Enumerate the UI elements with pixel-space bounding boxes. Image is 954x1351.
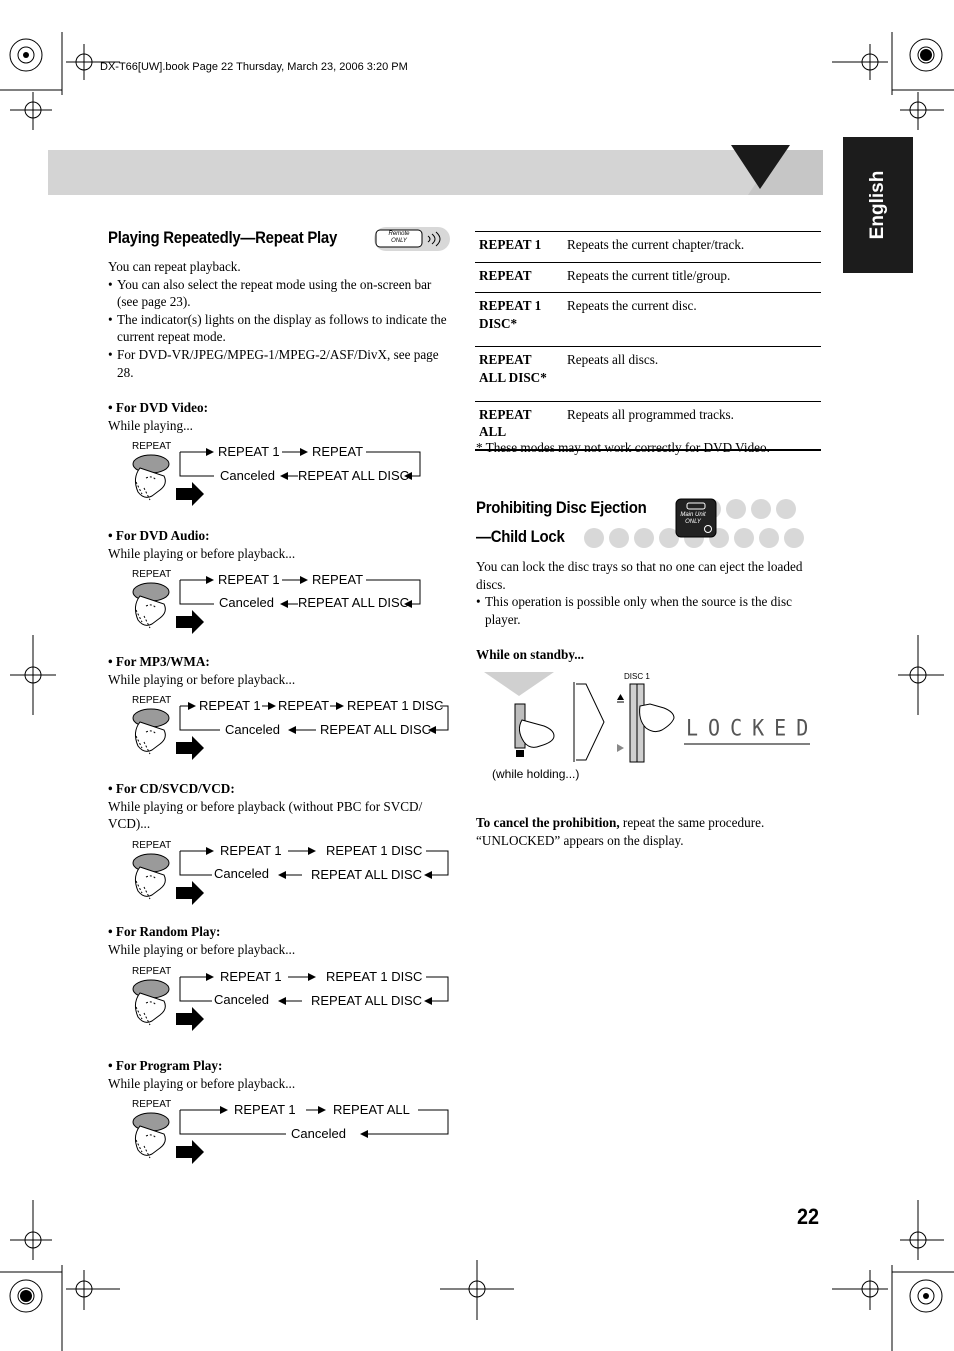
mode-subtitle: While playing or before playback... [108,1075,296,1091]
label-repeat-1: REPEAT 1 [218,572,280,587]
remote-badge-line2: ONLY [391,238,407,244]
child-lock-text [476,558,822,628]
mode-subtitle: While playing or before playback... [108,941,296,957]
header-band [48,145,823,197]
remote-only-badge [374,227,450,256]
repeat-section-title-bar [108,226,453,252]
label-canceled: Canceled [291,1126,346,1141]
repeat-mode-table [475,231,821,451]
mode-subtitle: While playing or before playback (without PBC for SVCD/ VCD)... [108,798,423,832]
table-key: REPEAT 1 [475,232,563,263]
cancel-bold: To cancel the prohibition, [476,815,620,830]
disc-1-label: DISC 1 [624,672,650,681]
label-repeat: REPEAT [278,698,330,713]
table-key: REPEAT ALL [475,401,563,450]
locked-display: LOCKED [686,714,819,742]
mode-dvd-audio-heading [108,527,295,562]
mode-program-heading [108,1057,295,1092]
main-unit-badge-line2: ONLY [685,519,701,525]
mode-title: • For DVD Video: [108,400,208,415]
table-row [475,293,821,347]
label-repeat-1: REPEAT 1 [234,1102,296,1117]
cancel-rest: repeat the same procedure. [619,815,765,830]
table-value: Repeats the current chapter/track. [563,232,821,263]
repeat-bullet: • For DVD-VR/JPEG/MPEG-1/MPEG-2/ASF/DivX, see page 28. [108,346,454,381]
repeat-button-label: REPEAT [132,441,172,452]
label-repeat-all-disc: REPEAT ALL DISC [311,867,423,882]
label-repeat-all-disc: REPEAT ALL DISC [298,595,410,610]
table-row [475,347,821,401]
mode-dvd-video-heading [108,399,208,434]
label-repeat-all-disc: REPEAT ALL DISC [320,722,432,737]
standby-label: While on standby... [476,647,585,662]
label-repeat-all-disc: REPEAT ALL DISC [298,468,410,483]
child-lock-title-line2: —Child Lock [476,525,568,549]
diagram-cd [126,837,456,905]
cancel-line1 [476,814,822,832]
child-lock-title-bar [476,496,822,554]
mode-title: • For Random Play: [108,924,221,939]
child-lock-intro: You can lock the disc trays so that no one can eject the loaded discs. [476,559,803,592]
repeat-bullet: • You can also select the repeat mode using the on-screen bar (see page 23). [108,276,454,311]
table-value: Repeats the current title/group. [563,262,821,293]
table-value: Repeats the current disc. [563,293,821,347]
table-key: REPEAT 1 DISC* [475,293,563,347]
mode-cd-heading [108,780,454,833]
diagram-mp3-wma [126,692,456,760]
label-repeat-1: REPEAT 1 [220,843,282,858]
label-repeat: REPEAT [312,572,364,587]
child-lock-bullet: • This operation is possible only when the source is the disc player. [476,593,822,628]
repeat-intro-block [108,258,454,381]
label-canceled: Canceled [219,595,274,610]
repeat-intro: You can repeat playback. [108,259,241,274]
language-tab-label: English [867,170,888,240]
remote-badge-line1: Remote [388,231,410,237]
table-row [475,262,821,293]
diagram-program [126,1096,456,1164]
label-repeat-1-disc: REPEAT 1 DISC [326,969,423,984]
mode-title: • For CD/SVCD/VCD: [108,781,235,796]
label-canceled: Canceled [214,992,269,1007]
table-key: REPEAT [475,262,563,293]
mode-title: • For MP3/WMA: [108,654,210,669]
mode-title: • For Program Play: [108,1058,223,1073]
main-unit-only-badge [675,498,717,538]
repeat-bullet: • The indicator(s) lights on the display as follows to indicate the current repeat mode. [108,311,454,346]
label-repeat-all: REPEAT ALL [333,1102,410,1117]
table-row [475,232,821,263]
while-holding-label: (while holding...) [492,767,580,781]
repeat-button-label: REPEAT [132,840,172,851]
label-repeat: REPEAT [312,444,364,459]
label-repeat-1-disc: REPEAT 1 DISC [347,698,444,713]
repeat-section-title: Playing Repeatedly—Repeat Play [108,228,338,247]
table-key: REPEAT ALL DISC* [475,347,563,401]
repeat-button-label: REPEAT [132,966,172,977]
repeat-button-label: REPEAT [132,569,172,580]
mode-subtitle: While playing... [108,417,193,433]
repeat-button-label: REPEAT [132,1099,172,1110]
repeat-button-label: REPEAT [132,695,172,706]
file-info: DX-T66[UW].book Page 22 Thursday, March 23, 2006 3:20 PM [100,61,408,73]
label-canceled: Canceled [220,468,275,483]
mode-mp3-wma-heading [108,653,295,688]
mode-random-heading [108,923,295,958]
mode-title: • For DVD Audio: [108,528,210,543]
label-repeat-all-disc: REPEAT ALL DISC [311,993,423,1008]
diagram-dvd-video [126,438,456,506]
table-footnote: * These modes may not work correctly for DVD Video. [476,440,770,455]
child-lock-diagram [476,668,822,786]
diagram-random [126,963,456,1031]
main-unit-badge-line1: Main Unit [680,512,706,518]
label-canceled: Canceled [214,866,269,881]
cancel-line2: “UNLOCKED” appears on the display. [476,832,684,848]
diagram-dvd-audio [126,566,456,634]
language-tab [843,137,913,273]
mode-subtitle: While playing or before playback... [108,545,296,561]
mode-subtitle: While playing or before playback... [108,671,296,687]
label-repeat-1: REPEAT 1 [199,698,261,713]
cancel-prohibition-text [476,814,822,849]
page-number: 22 [797,1204,820,1229]
label-repeat-1: REPEAT 1 [218,444,280,459]
child-lock-title-line1: Prohibiting Disc Ejection [476,496,650,520]
label-repeat-1: REPEAT 1 [220,969,282,984]
label-repeat-1-disc: REPEAT 1 DISC [326,843,423,858]
table-value: Repeats all discs. [563,347,821,401]
label-canceled: Canceled [225,722,280,737]
table-value: Repeats all programmed tracks. [563,401,821,450]
